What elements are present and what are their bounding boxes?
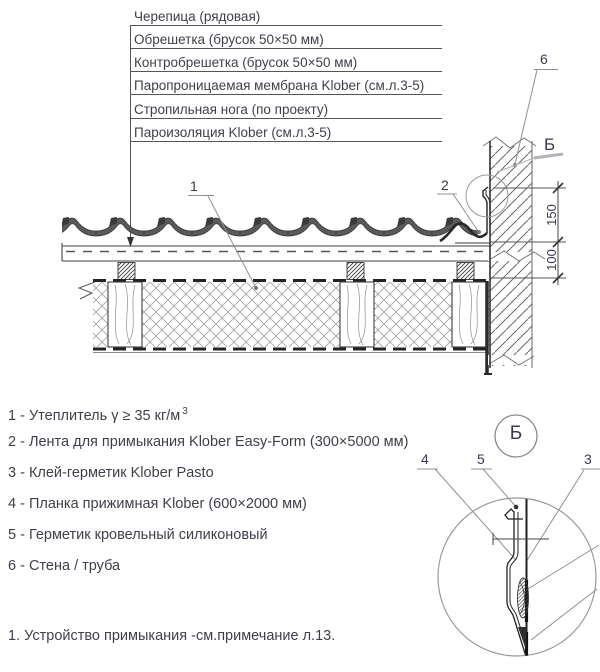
legend-item-glue: 3 - Клей-герметик Klober Pasto [8, 465, 214, 481]
legend-item-tape: 2 - Лента для примыкания Klober Easy-Form (300×5000 мм) [8, 434, 409, 450]
callout-1-insulation: 1 [190, 178, 198, 194]
legend-item-sealant: 5 - Герметик кровельный силиконовый [8, 527, 268, 543]
legend-item-planka: 4 - Планка прижимная Klober (600×2000 мм) [8, 496, 307, 512]
layer-label-membrane: Паропроницаемая мембрана Klober (см.л.3-5) [134, 78, 425, 93]
leader-dot-1 [254, 286, 258, 290]
counter-battens [118, 263, 474, 280]
legend-superscript: 3 [182, 406, 188, 417]
callout-6-wall: 6 [540, 51, 548, 67]
tile-band [62, 217, 478, 247]
detail-sealant-bead [514, 505, 519, 510]
layer-label-rafter: Стропильная нога (по проекту) [134, 102, 329, 117]
legend-item-insulation [8, 403, 188, 425]
left-break [79, 282, 95, 299]
detail-callout-leaders [417, 469, 600, 640]
callout-4-planka: 4 [421, 451, 429, 467]
layer-label-tiles: Черепица (рядовая) [134, 9, 261, 24]
detail-view [417, 415, 600, 656]
legend-item-wall: 6 - Стена / труба [8, 558, 121, 574]
detail-boundary-circle [438, 498, 596, 656]
callout-5-sealant: 5 [477, 451, 485, 467]
detail-adhesive-lens [518, 578, 529, 618]
dimension-150: 150 [543, 204, 559, 226]
footnote: 1. Устройство примыкания -см.примечание л.13. [8, 628, 336, 644]
layer-label-counterbattens: Контробрешетка (брусок 50×50 мм) [134, 55, 358, 70]
detail-title-b: Б [509, 423, 523, 444]
callout-2-tape: 2 [441, 177, 449, 193]
layer-label-vapour: Пароизоляция Klober (см.л.3-5) [134, 125, 332, 140]
leader-dot-2 [477, 230, 481, 234]
layer-label-battens: Обрешетка (брусок 50×50 мм) [134, 32, 324, 47]
callout-3-glue: 3 [584, 451, 592, 467]
insulation [93, 282, 490, 347]
dimension-100: 100 [543, 249, 559, 271]
section-marker-b: Б [544, 135, 556, 154]
legend-text: 1 - Утеплитель γ ≥ 35 кг/м [8, 407, 181, 424]
roof-section [62, 217, 492, 374]
